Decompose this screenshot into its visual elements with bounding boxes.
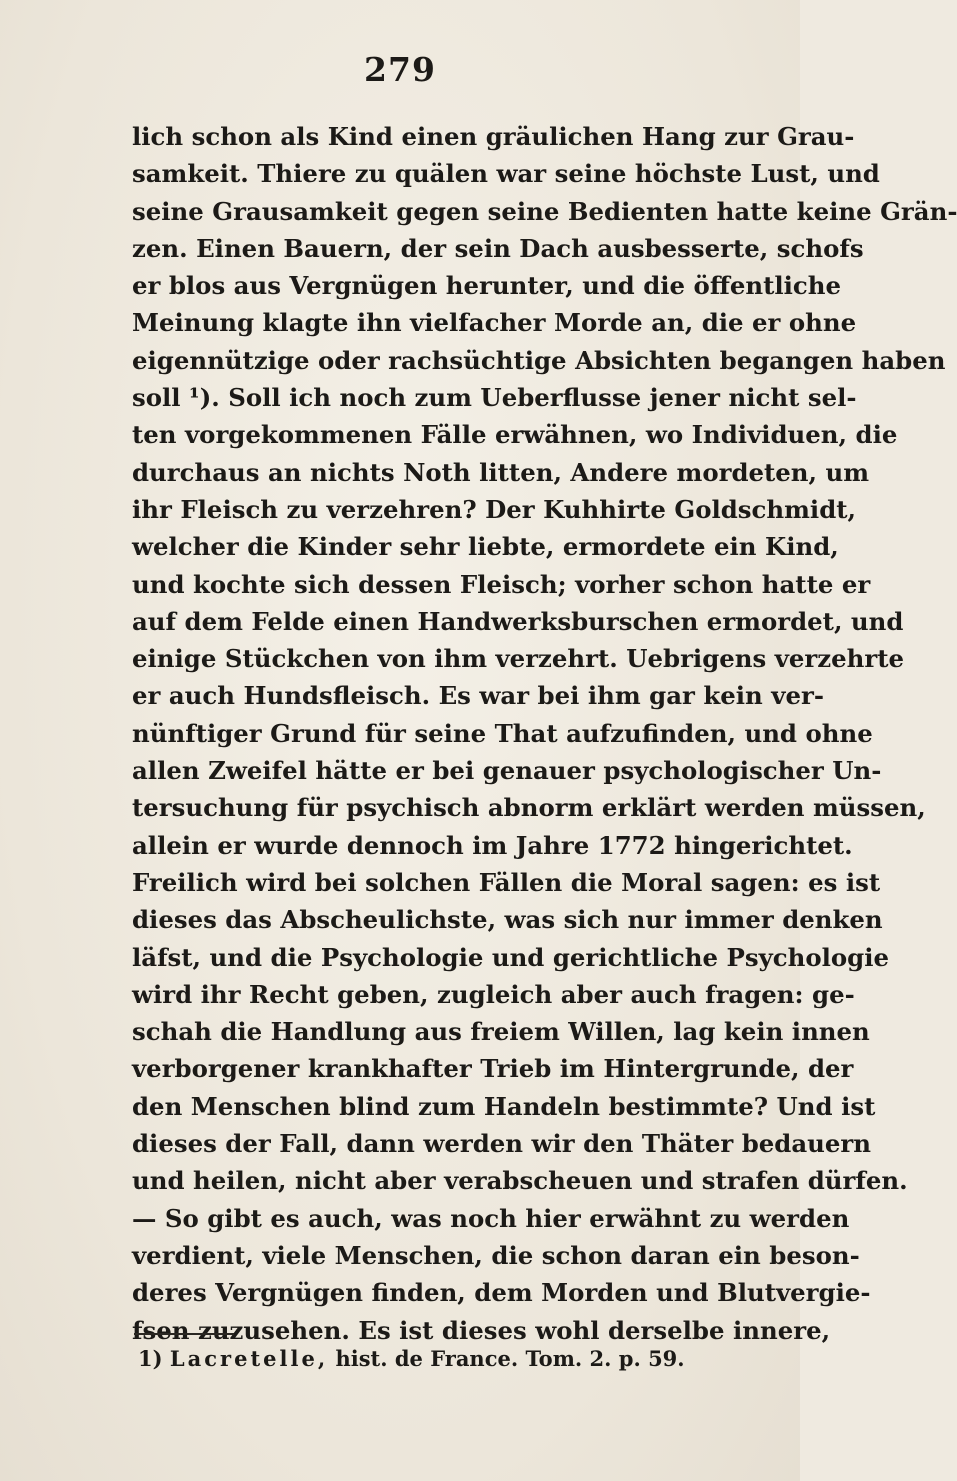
text-line: durchaus an nichts Noth litten, Andere mordeten, um bbox=[132, 457, 870, 487]
text-line: dieses das Abscheulichste, was sich nur immer denken bbox=[132, 905, 883, 935]
body-text bbox=[132, 118, 957, 1349]
text-line: lich schon als Kind einen gräulichen Hang zur Grau- bbox=[132, 122, 855, 151]
text-line: tersuchung für psychisch abnorm erklärt werden müssen, bbox=[132, 793, 926, 823]
text-line: soll ¹). Soll ich noch zum Ueberflusse jener nicht sel- bbox=[132, 383, 857, 413]
footnote-divider bbox=[134, 1333, 234, 1335]
footnote-marker: 1) bbox=[138, 1346, 163, 1371]
page-number: 279 bbox=[364, 50, 436, 89]
text-line: er auch Hundsfleisch. Es war bei ihm gar kein ver- bbox=[132, 681, 824, 711]
text-line: dieses der Fall, dann werden wir den Thäter bedauern bbox=[132, 1129, 871, 1159]
text-line: einige Stückchen von ihm verzehrt. Uebrigens verzehrte bbox=[132, 644, 905, 674]
text-line: auf dem Felde einen Handwerksburschen ermordet, und bbox=[132, 606, 904, 636]
text-line: schah die Handlung aus freiem Willen, lag kein innen bbox=[132, 1017, 870, 1047]
text-line: läfst, und die Psychologie und gerichtliche Psychologie bbox=[132, 942, 889, 972]
text-line: er blos aus Vergnügen herunter, und die öffentliche bbox=[132, 271, 841, 301]
text-line: den Menschen blind zum Handeln bestimmte? Und ist bbox=[132, 1091, 876, 1121]
text-line: deres Vergnügen finden, dem Morden und Blutvergie- bbox=[132, 1278, 871, 1308]
text-line: — So gibt es auch, was noch hier erwähnt zu werden bbox=[132, 1203, 850, 1233]
text-line: eigennützige oder rachsüchtige Absichten begangen haben bbox=[132, 345, 946, 375]
text-line: wird ihr Recht geben, zugleich aber auch fragen: ge- bbox=[132, 979, 855, 1009]
text-line: Meinung klagte ihn vielfacher Morde an, die er ohne bbox=[132, 308, 857, 338]
text-line: verborgener krankhafter Trieb im Hintergrunde, der bbox=[132, 1054, 854, 1084]
text-line: welcher die Kinder sehr liebte, ermordete ein Kind, bbox=[132, 532, 839, 562]
text-line: samkeit. Thiere zu quälen war seine höchste Lust, und bbox=[132, 159, 880, 189]
text-line: und heilen, nicht aber verabscheuen und strafen dürfen. bbox=[132, 1166, 908, 1196]
text-line: allein er wurde dennoch im Jahre 1772 hingerichtet. bbox=[132, 830, 853, 860]
footnote-author: Lacretelle, bbox=[169, 1346, 329, 1371]
footnote bbox=[138, 1344, 758, 1374]
text-line: nünftiger Grund für seine That aufzufinden, und ohne bbox=[132, 718, 873, 748]
text-line: ihr Fleisch zu verzehren? Der Kuhhirte Goldschmidt, bbox=[132, 494, 857, 524]
text-line: seine Grausamkeit gegen seine Bedienten hatte keine Grän- bbox=[132, 196, 957, 226]
text-line: verdient, viele Menschen, die schon daran ein beson- bbox=[132, 1240, 860, 1270]
text-line: Freilich wird bei solchen Fällen die Moral sagen: es ist bbox=[132, 867, 881, 897]
text-line: fsen zuzusehen. Es ist dieses wohl derselbe innere, bbox=[132, 1315, 831, 1345]
text-line: allen Zweifel hätte er bei genauer psychologischer Un- bbox=[132, 756, 882, 786]
footnote-citation: hist. de France. Tom. 2. p. 59. bbox=[335, 1346, 685, 1371]
text-line: zen. Einen Bauern, der sein Dach ausbesserte, schofs bbox=[132, 233, 864, 263]
text-line: und kochte sich dessen Fleisch; vorher schon hatte er bbox=[132, 569, 871, 599]
text-line: ten vorgekommenen Fälle erwähnen, wo Individuen, die bbox=[132, 420, 898, 450]
